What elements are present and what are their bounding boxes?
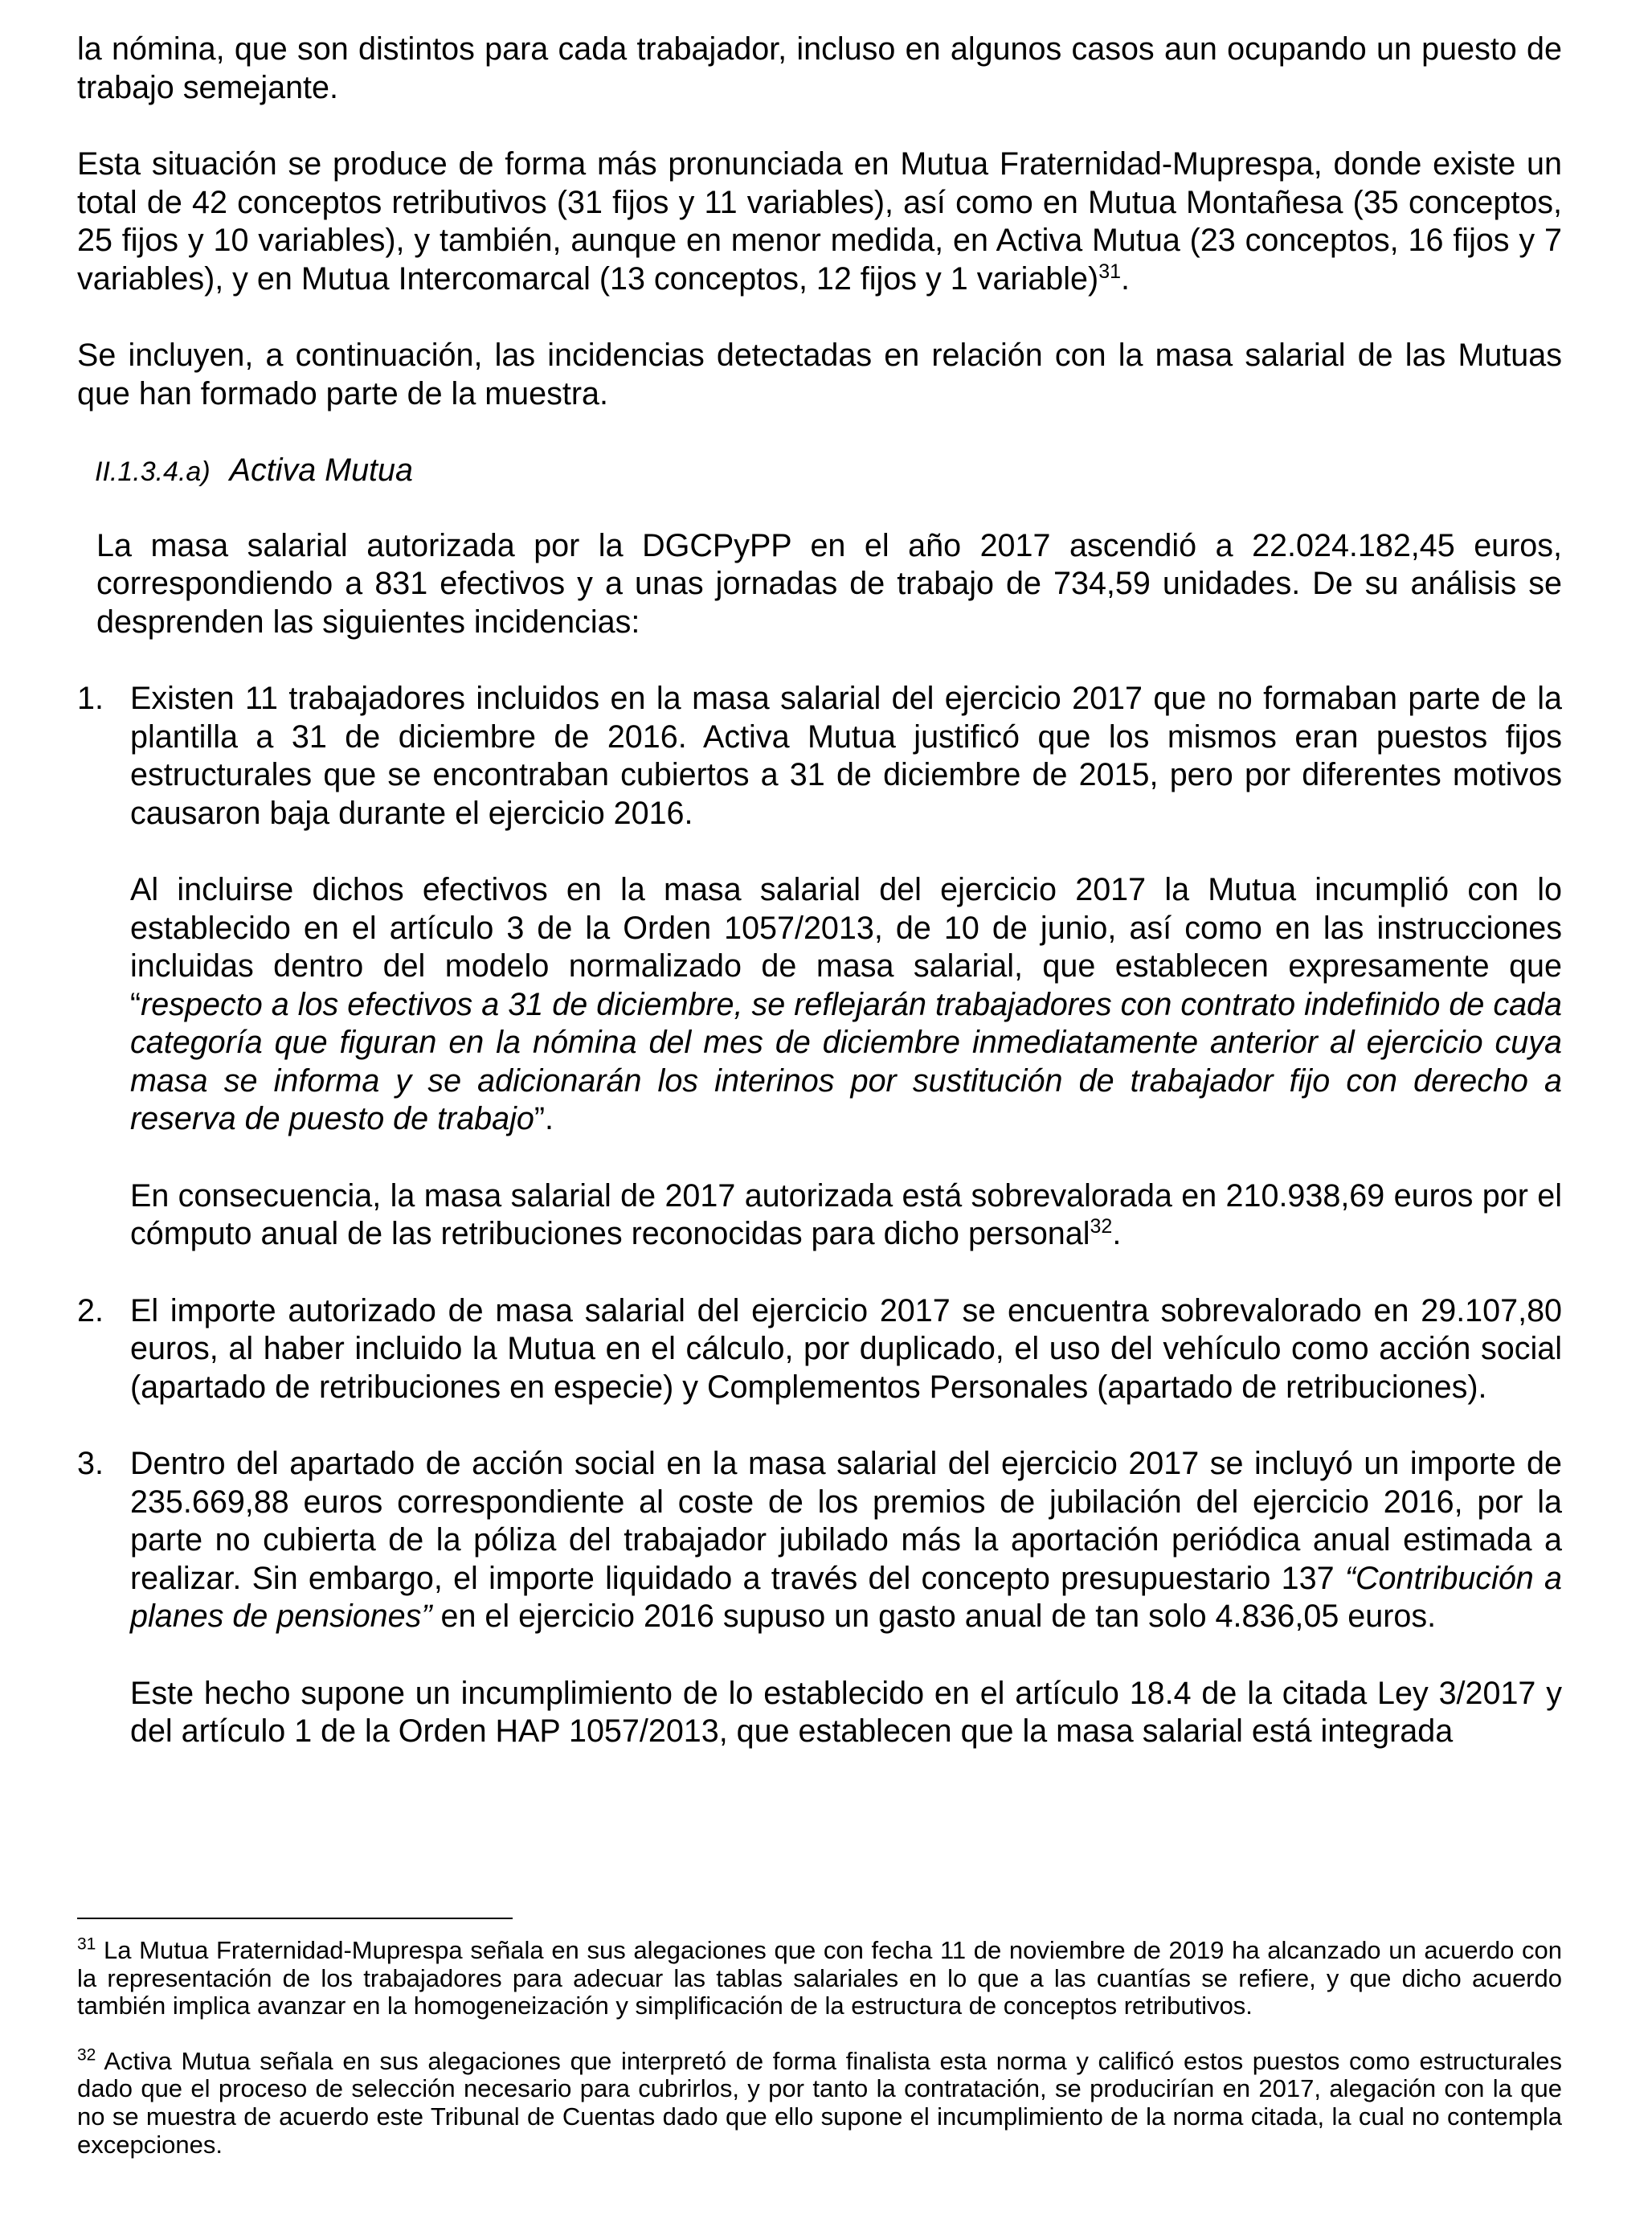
- footnote-31: [77, 1934, 1562, 2020]
- item-marker: 2.: [77, 1292, 104, 1328]
- footnotes: [77, 1934, 1562, 2159]
- footnote-32: [77, 2045, 1562, 2159]
- paragraph-3: Se incluyen, a continuación, las incidencias detectadas en relación con la masa salarial de las Mutuas que han formado parte de la muestra.: [77, 338, 1562, 411]
- item-3-paragraph-1-text: Dentro del apartado de acción social en la masa salarial del ejercicio 2017 se incluyó un importe de 235.669,88 euros correspondiente al coste de los premios de jubilación del ejercicio 2016, por la parte no cubierta de la póliza del trabajador jubilado más la aportación periódica anual estimada a realizar. Sin embargo, el importe liquidado a través del concepto presupuestario 137: [130, 1446, 1562, 1596]
- item-1-paragraph-2-text: Al incluirse dichos efectivos en la masa salarial del ejercicio 2017 la Mutua incumplió con lo establecido en el artículo 3 de la Orden 1057/2013, de 10 de junio, así como en las instrucciones incluidas dentro del modelo normalizado de masa salarial, que establecen expresamente que “: [130, 872, 1562, 1022]
- incidence-item-1: [77, 680, 1562, 1254]
- item-1-paragraph-3-end: .: [1112, 1216, 1122, 1251]
- section-intro: La masa salarial autorizada por la DGCPyPP en el año 2017 ascendió a 22.024.182,45 euros, correspondiendo a 831 efectivos y a unas jornadas de trabajo de 734,59 unidades. De su análisis se desprenden las siguientes incidencias:: [96, 527, 1562, 640]
- footnote-number: 32: [77, 2045, 96, 2065]
- item-3-paragraph-1-end: en el ejercicio 2016 supuso un gasto anual de tan solo 4.836,05 euros.: [431, 1599, 1437, 1634]
- item-1-paragraph-1: Existen 11 trabajadores incluidos en la masa salarial del ejercicio 2017 que no formaban parte de la plantilla a 31 de diciembre de 2016. Activa Mutua justificó que los mismos eran puestos fijos estructurales que se encontraban cubiertos a 31 de diciembre de 2015, pero por diferentes motivos causaron baja durante el ejercicio 2016.: [130, 681, 1562, 831]
- footnote-ref-32[interactable]: 32: [1090, 1214, 1113, 1238]
- paragraph-2-text: Esta situación se produce de forma más pronunciada en Mutua Fraternidad-Muprespa, donde existe un total de 42 conceptos retributivos (31 fijos y 11 variables), así como en Mutua Montañesa (35 conceptos, 25 fijos y 10 variables), y también, aunque en menor medida, en Activa Mutua (23 conceptos, 16 fijos y 7 variables), y en Mutua Intercomarcal (13 conceptos, 12 fijos y 1 variable): [77, 146, 1562, 297]
- document-page: [77, 31, 1562, 1751]
- section-title: Activa Mutua: [229, 452, 413, 488]
- item-marker: 3.: [77, 1446, 104, 1481]
- footnote-text: Activa Mutua señala en sus alegaciones que interpretó de forma finalista esta norma y calificó estos puestos como estructurales dado que el proceso de selección necesario para cubrirlos, y por tanto la contratación, se producirían en 2017, alegación con la que no se muestra de acuerdo este Tribunal de Cuentas dado que ello supone el incumplimiento de la norma citada, la cual no contempla excepciones.: [77, 2046, 1562, 2159]
- item-3-paragraph-2: Este hecho supone un incumplimiento de lo establecido en el artículo 18.4 de la citada Ley 3/2017 y del artículo 1 de la Orden HAP 1057/2013, que establecen que la masa salarial está integrada: [130, 1675, 1562, 1749]
- paragraph-1: la nómina, que son distintos para cada trabajador, incluso en algunos casos aun ocupando un puesto de trabajo semejante.: [77, 31, 1562, 105]
- item-1-paragraph-3: [130, 1177, 1562, 1254]
- paragraph-2: [77, 145, 1562, 298]
- incidence-item-3: [77, 1445, 1562, 1751]
- item-1-paragraph-2: [130, 871, 1562, 1139]
- footnote-separator: [77, 1918, 513, 1919]
- item-3-paragraph-1: [130, 1445, 1562, 1636]
- paragraph-2-end: .: [1121, 260, 1130, 297]
- incidence-item-2: [77, 1292, 1562, 1407]
- section-heading: [77, 452, 1562, 492]
- section-number: II.1.3.4.a): [95, 456, 211, 487]
- item-1-quote: respecto a los efectivos a 31 de diciembre, se reflejarán trabajadores con contrato indefinido de cada categoría que figuran en la nómina del mes de diciembre inmediatamente anterior al ejercicio cuya masa se informa y se adicionarán los interinos por sustitución de trabajador fijo con derecho a reserva de puesto de trabajo: [130, 986, 1562, 1136]
- item-1-paragraph-2-end: ”.: [534, 1101, 554, 1136]
- footnote-number: 31: [77, 1934, 96, 1954]
- item-1-paragraph-3-text: En consecuencia, la masa salarial de 2017 autorizada está sobrevalorada en 210.938,69 euros por el cómputo anual de las retribuciones reconocidas para dicho personal: [130, 1177, 1562, 1251]
- footnote-ref-31[interactable]: 31: [1098, 260, 1121, 283]
- footnote-text: La Mutua Fraternidad-Muprespa señala en sus alegaciones que con fecha 11 de noviembre de 2019 ha alcanzado un acuerdo con la representación de los trabajadores para adecuar las tablas salariales en lo que a las cuantías se refiere, y que dicho acuerdo también implica avanzar en la homogeneización y simplificación de la estructura de conceptos retributivos.: [77, 1936, 1562, 2020]
- item-3-quote: “Contribución a planes de pensiones”: [130, 1560, 1562, 1634]
- item-2-paragraph-1: El importe autorizado de masa salarial del ejercicio 2017 se encuentra sobrevalorado en 29.107,80 euros, al haber incluido la Mutua en el cálculo, por duplicado, el uso del vehículo como acción social (apartado de retribuciones en especie) y Complementos Personales (apartado de retribuciones).: [130, 1292, 1562, 1405]
- item-marker: 1.: [77, 681, 104, 716]
